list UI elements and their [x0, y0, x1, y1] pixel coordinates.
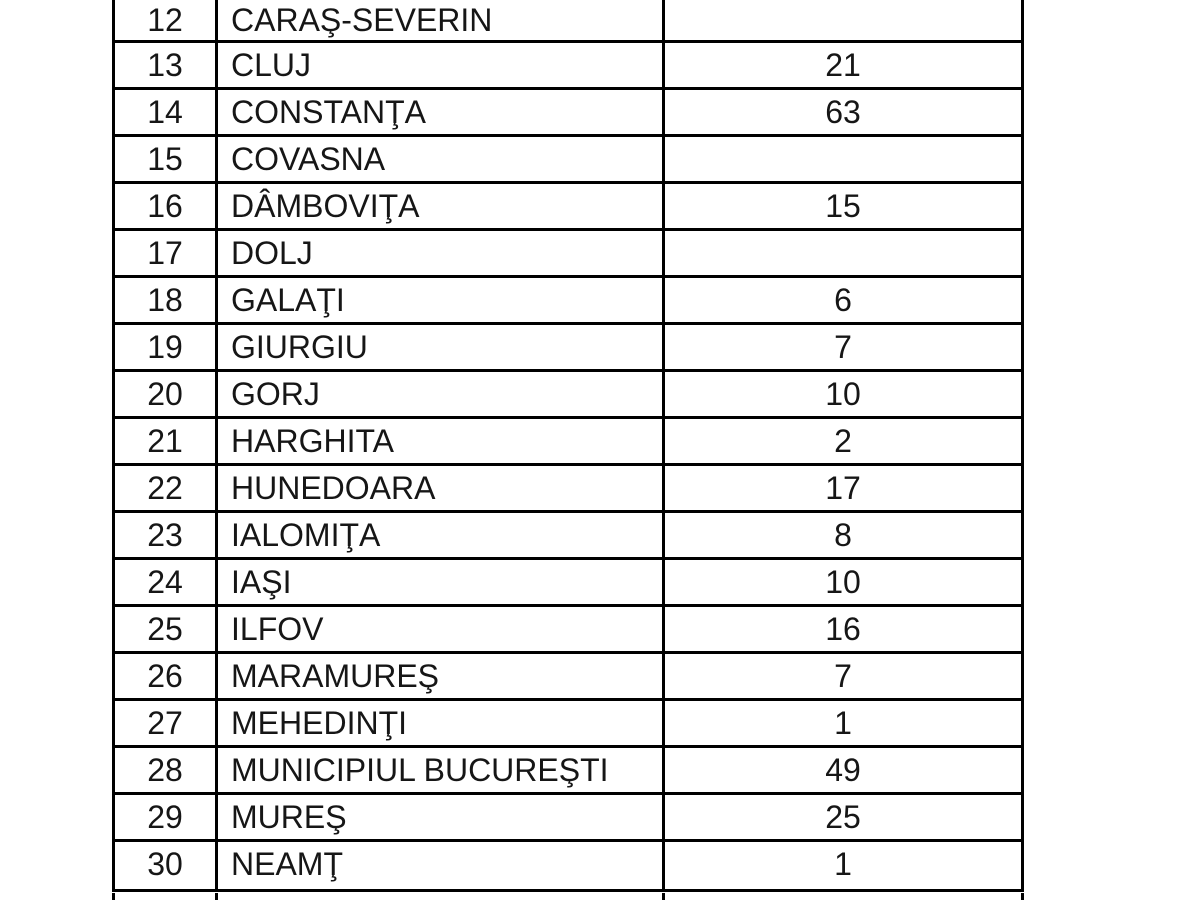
county-cell: GIURGIU — [218, 325, 665, 369]
county-cell: MUREŞ — [218, 795, 665, 839]
row-number-cell: 30 — [115, 842, 218, 889]
value-cell — [665, 137, 1021, 181]
value-cell: 21 — [825, 47, 861, 83]
value-cell: 17 — [825, 470, 861, 506]
row-number-cell: 26 — [115, 654, 218, 698]
county-cell: CONSTANŢA — [218, 90, 665, 134]
value-cell: 7 — [834, 329, 852, 365]
table-row — [115, 325, 1021, 372]
county-cell: COVASNA — [218, 137, 665, 181]
next-row-border-stub — [112, 893, 115, 900]
table-row — [115, 43, 1021, 90]
county-cell: NEAMŢ — [218, 842, 665, 889]
table-row — [115, 701, 1021, 748]
row-number-cell: 27 — [115, 701, 218, 745]
table-row — [115, 795, 1021, 842]
row-number-cell: 14 — [115, 90, 218, 134]
value-cell: 2 — [834, 423, 852, 459]
table-row — [115, 278, 1021, 325]
value-cell: 63 — [825, 94, 861, 130]
row-number-cell: 29 — [115, 795, 218, 839]
row-number-cell: 16 — [115, 184, 218, 228]
table-row — [115, 372, 1021, 419]
value-cell: 8 — [834, 517, 852, 553]
value-cell: 1 — [834, 705, 852, 741]
table-row — [115, 513, 1021, 560]
row-number-cell: 15 — [115, 137, 218, 181]
value-cell — [665, 231, 1021, 275]
row-number-cell: 28 — [115, 748, 218, 792]
county-cell: IALOMIŢA — [218, 513, 665, 557]
county-cell: MUNICIPIUL BUCUREŞTI — [218, 748, 665, 792]
next-row-border-stub — [215, 893, 218, 900]
value-cell: 10 — [825, 564, 861, 600]
table-row — [115, 842, 1021, 889]
table-row — [115, 560, 1021, 607]
row-number-cell: 21 — [115, 419, 218, 463]
value-cell: 7 — [834, 658, 852, 694]
value-cell: 49 — [825, 752, 861, 788]
row-number-cell: 19 — [115, 325, 218, 369]
table-row — [115, 419, 1021, 466]
county-cell: DOLJ — [218, 231, 665, 275]
county-cell: MEHEDINŢI — [218, 701, 665, 745]
row-number-cell: 20 — [115, 372, 218, 416]
next-row-border-stub — [1021, 893, 1024, 900]
county-cell: HUNEDOARA — [218, 466, 665, 510]
row-number-cell: 25 — [115, 607, 218, 651]
row-number-cell: 22 — [115, 466, 218, 510]
county-cell: HARGHITA — [218, 419, 665, 463]
table-row — [115, 184, 1021, 231]
value-cell: 6 — [834, 282, 852, 318]
next-row-border-stub — [662, 893, 665, 900]
value-cell: 10 — [825, 376, 861, 412]
row-number-cell: 12 — [115, 0, 218, 40]
county-cell: IAŞI — [218, 560, 665, 604]
table-row — [115, 748, 1021, 795]
row-number-cell: 24 — [115, 560, 218, 604]
county-table — [112, 0, 1024, 892]
value-cell — [665, 0, 1021, 40]
county-cell: GALAŢI — [218, 278, 665, 322]
value-cell: 25 — [825, 799, 861, 835]
table-row — [115, 466, 1021, 513]
county-cell: MARAMUREŞ — [218, 654, 665, 698]
table-row — [115, 0, 1021, 43]
value-cell: 16 — [825, 611, 861, 647]
county-cell: CLUJ — [218, 43, 665, 87]
value-cell: 15 — [825, 188, 861, 224]
row-number-cell: 23 — [115, 513, 218, 557]
row-number-cell: 18 — [115, 278, 218, 322]
county-cell: CARAŞ-SEVERIN — [218, 0, 665, 40]
value-cell: 1 — [834, 846, 852, 882]
row-number-cell: 17 — [115, 231, 218, 275]
table-row — [115, 607, 1021, 654]
table-row — [115, 231, 1021, 278]
table-row — [115, 654, 1021, 701]
row-number-cell: 13 — [115, 43, 218, 87]
county-cell: ILFOV — [218, 607, 665, 651]
table-row — [115, 137, 1021, 184]
county-cell: GORJ — [218, 372, 665, 416]
table-row — [115, 90, 1021, 137]
county-cell: DÂMBOVIŢA — [218, 184, 665, 228]
